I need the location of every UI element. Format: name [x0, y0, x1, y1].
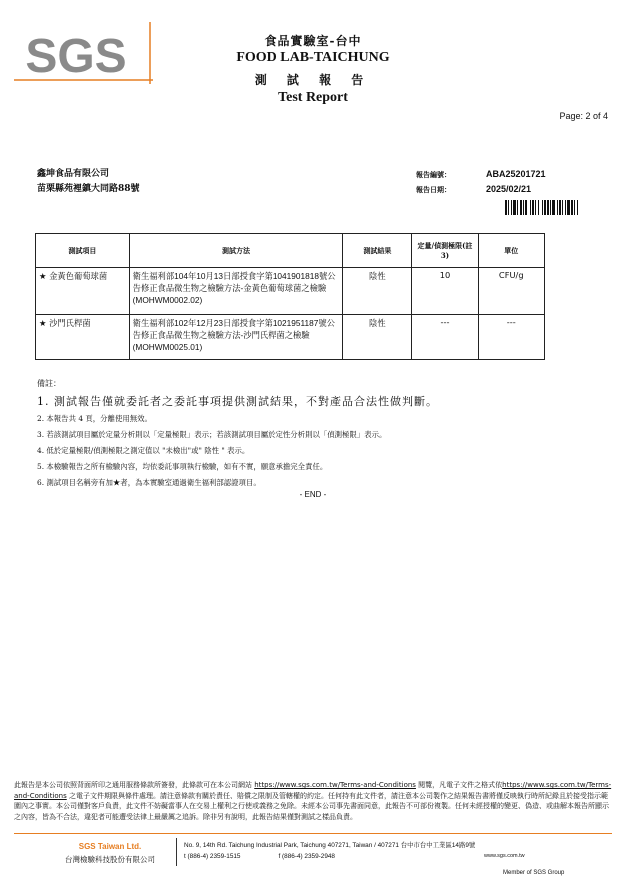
report-title-zh: 測 試 報 告 [254, 73, 372, 87]
company-name-en: SGS Taiwan Ltd. [78, 842, 142, 851]
header-method: 測試方法 [129, 234, 343, 268]
report-date-label: 報告日期： [416, 185, 451, 194]
cell-limit: --- [412, 315, 478, 360]
footer-address-block [184, 840, 475, 862]
member-of-group: Member of SGS Group [503, 870, 565, 876]
footer-separator [176, 838, 177, 866]
header-item: 測試項目 [36, 234, 130, 268]
report-title-en: Test Report [278, 90, 348, 105]
report-meta [416, 167, 546, 197]
disclaimer-text-1: 此報告是本公司依照背面所印之通用服務條款所簽發，此條款可在本公司網站 [14, 781, 255, 789]
client-address: 苗栗縣苑裡鎮大同路88號 [37, 184, 140, 194]
disclaimer-text-2: 閱覽，凡電子文件之格式依 [415, 781, 503, 789]
cell-result: 陰性 [343, 315, 412, 360]
page-number: Page: 2 of 4 [559, 111, 608, 121]
company-tel: t (886-4) 2359-1515 [184, 853, 241, 860]
note-1: 1. 測試報告僅就委託者之委託事項提供測試結果，不對產品合法性做判斷。 [37, 395, 438, 408]
footer-divider [14, 833, 612, 834]
table-row [36, 315, 545, 360]
terms-link-1[interactable]: https://www.sgs.com.tw/Terms-and-Conditions [254, 781, 416, 789]
footer-company [60, 842, 160, 865]
cell-item: ★ 金黃色葡萄球菌 [36, 268, 130, 315]
cell-method: 衛生福利部102年12月23日部授食字第1021951187號公告修正食品微生物之檢驗方法-沙門氏桿菌之檢驗(MOHWM0025.01) [129, 315, 343, 360]
lab-name-en: FOOD LAB-TAICHUNG [236, 50, 390, 65]
company-address: No. 9, 14th Rd. Taichung Industrial Park, Taichung 407271, Taiwan / 407271 台中市台中工業區14路9號 [184, 842, 476, 849]
company-fax: f (886-4) 2359-2948 [278, 853, 335, 860]
client-block [37, 167, 140, 197]
table-header-row [36, 234, 545, 268]
cell-method: 衛生福利部104年10月13日部授食字第1041901818號公告修正食品微生物之檢驗方法-金黃色葡萄球菌之檢驗(MOHWM0002.02) [129, 268, 343, 315]
cell-item: ★ 沙門氏桿菌 [36, 315, 130, 360]
report-date-value: 2025/02/21 [486, 184, 532, 194]
barcode [505, 200, 609, 215]
table-row [36, 268, 545, 315]
report-no-label: 報告編號： [416, 170, 451, 179]
cell-result: 陰性 [343, 268, 412, 315]
lab-name-zh: 食品實驗室-台中 [264, 34, 362, 48]
results-table [35, 233, 545, 360]
note-5: 5. 本檢驗報告之所有檢驗內容，均依委託事項執行檢驗，如有不實，願意承擔完全責任。 [37, 462, 328, 471]
cell-limit: 10 [412, 268, 478, 315]
note-6: 6. 測試項目名稱旁有加★者，為本實驗室通過衛生福利部認證項目。 [37, 478, 261, 487]
company-name-zh: 台灣檢驗科技股份有限公司 [65, 855, 155, 864]
logo-text: SGS [25, 30, 127, 83]
note-3: 3. 若該測試項目屬於定量分析則以「定量極限」表示；若該測試項目屬於定性分析則以「偵測極限」表示。 [37, 430, 387, 439]
header-result: 測試結果 [343, 234, 412, 268]
notes-title: 備註： [37, 379, 61, 388]
cell-unit: CFU/g [478, 268, 544, 315]
header-unit: 單位 [478, 234, 544, 268]
note-2: 2. 本報告共 4 頁，分離使用無效。 [37, 414, 152, 423]
header-limit: 定量/偵測極限(註3) [412, 234, 478, 268]
disclaimer-text-3: 之電子文件期限與條件處理。請注意條款有關於責任、賠償之限制及管轄權的約定。任何持有此文件者，請注意本公司製作之結果報告書將僅反映執行時所紀錄且於接受指示範圍內之事實。本公司僅對客戶負責，此文件不妨礙當事人在交易上權利之行使或義務之免除。未經本公司事先書面同意，此報告不可部份複製。任何未經授權的變更、偽造、或曲解本報告所顯示之內容，皆為不合法，違犯者可能遭受法律上最嚴厲之追訴。除非另有說明，此報告結果僅對測試之樣品負責。 [14, 791, 609, 821]
client-name: 鑫坤食品有限公司 [37, 169, 110, 179]
company-website[interactable]: www.sgs.com.tw [484, 853, 525, 859]
note-4: 4. 低於定量極限/偵測極限之測定值以 "未檢出"或" 陰性 " 表示。 [37, 446, 250, 455]
disclaimer [14, 780, 612, 822]
cell-unit: --- [478, 315, 544, 360]
terms-link-2[interactable]: https://www.sgs.com.tw/Terms-and-Conditions [14, 781, 612, 800]
report-no-value: ABA25201721 [486, 169, 546, 179]
end-marker: - END - [299, 490, 327, 499]
